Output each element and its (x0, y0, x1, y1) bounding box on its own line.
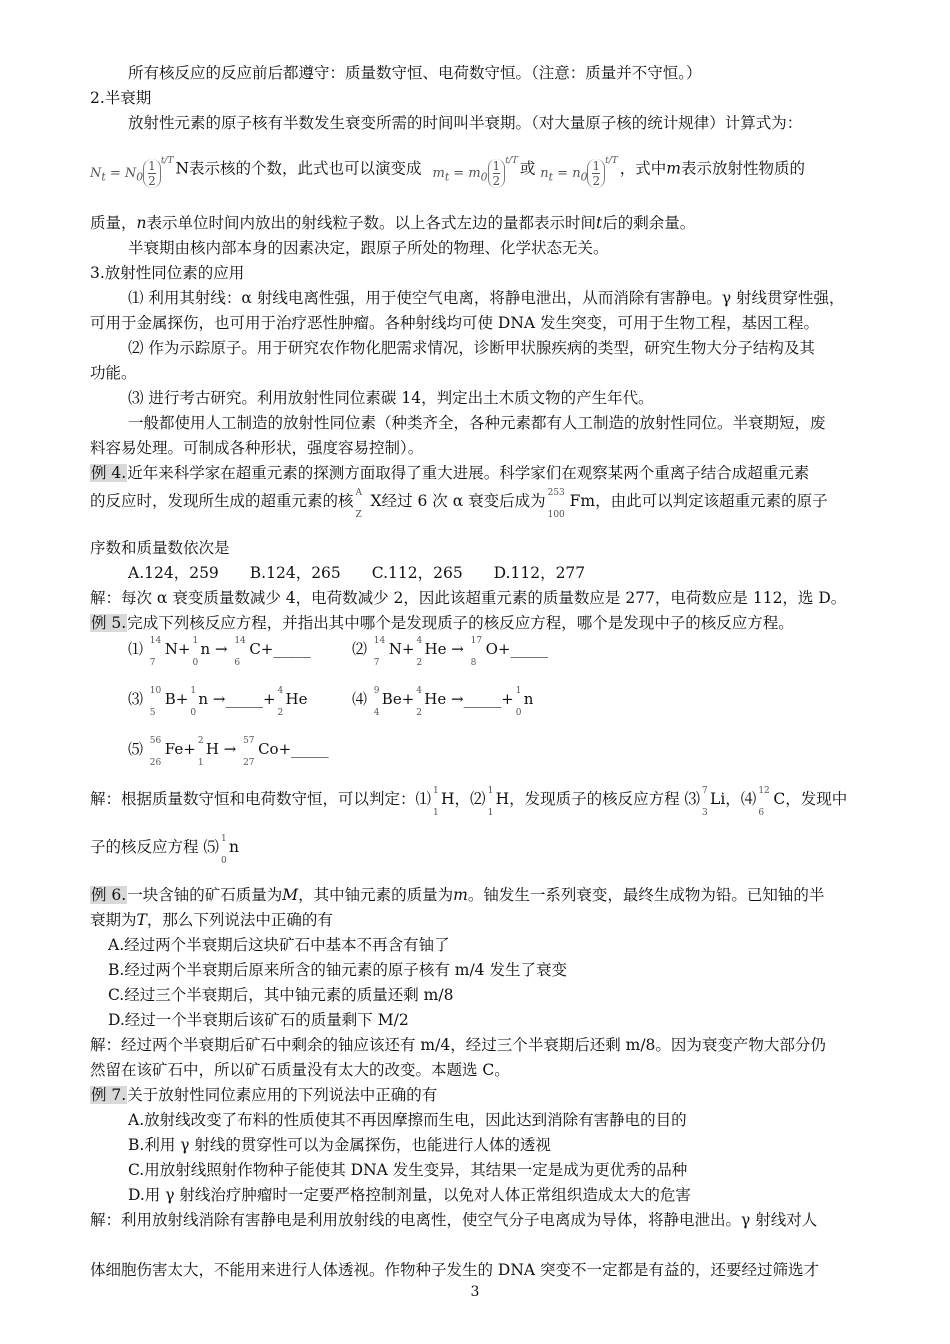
example-6-question-cont: 衰期为T，那么下列说法中正确的有 (90, 911, 333, 929)
example-6-solution-cont: 然留在该矿石中，所以矿石质量没有太大的改变。本题选 C。 (90, 1061, 510, 1079)
reaction-5: ⑸ 56 26 Fe+ 2 1 H → 57 27 Co+_____ (128, 736, 329, 768)
example-7-question: 例 7.关于放射性同位素应用的下列说法中正确的有 (91, 1086, 438, 1104)
example-label: 例 5. (91, 614, 127, 632)
para-artificial: 一般都使用人工制造的放射性同位素（种类齐全，各种元素都有人工制造的放射性同位。半衰期短，废 (128, 414, 826, 432)
example-6-solution: 解：经过两个半衰期后矿石中剩余的铀应该还有 m/4，经过三个半衰期后还剩 m/8。因为衰变产物大部分仍 (90, 1036, 826, 1054)
example-6-option-c: C.经过三个半衰期后，其中铀元素的质量还剩 m/8 (108, 986, 454, 1004)
para-artificial-cont: 料容易处理。可制成各种形状，强度容易控制）。 (90, 439, 424, 457)
example-7-solution: 解：利用放射线消除有害静电是利用放射线的电离性，使空气分子电离成为导体，将静电泄出。γ 射线对人 (90, 1211, 818, 1229)
example-label: 例 4. (91, 464, 127, 482)
para-app-1: ⑴ 利用其射线：α 射线电离性强，用于使空气电离，将静电泄出，从而消除有害静电。γ 射线贯穿性强， (128, 289, 845, 307)
formula-nt: $N_t = N_0$ $\frac{1}{2}$ $^{t/T}$ (90, 156, 174, 188)
example-4-question-end: 序数和质量数依次是 (90, 539, 230, 557)
para-app-3: ⑶ 进行考古研究。利用放射性同位素碳 14，判定出土木质文物的产生年代。 (128, 389, 654, 407)
formula-nt-rate: $n_t = n_0$ $\frac{1}{2}$ $^{t/T}$ (540, 156, 618, 188)
para-half-life-formulas: $N_t = N_0$ $\frac{1}{2}$ $^{t/T}$ N表示核的个数，此式也可以演变成 $m_t = m_0$ $\frac{1}{2}$ $^{t/T}$ 或 $n_t = n_0$ $\frac{1}{2}$ $^{t/T}$ ，式中m表示放射性物质的 (90, 150, 860, 189)
example-7-option-c: C.用放射线照射作物种子能使其 DNA 发生变异，其结果一定是成为更优秀的品种 (128, 1161, 688, 1179)
para-half-life-def: 放射性元素的原子核有半数发生衰变所需的时间叫半衰期。（对大量原子核的统计规律）计算式为： (128, 114, 803, 132)
example-5-solution-cont: 子的核反应方程 ⑸ 1 0 n (90, 834, 239, 866)
reaction-3: ⑶ 10 5 B+ 1 0 n →_____+ 4 2 He (128, 686, 308, 718)
example-4-question: 例 4.近年来科学家在超重元素的探测方面取得了重大进展。科学家们在观察某两个重离子结合成超重元素 (91, 464, 810, 482)
example-5-solution: 解：根据质量数守恒和电荷数守恒，可以判定：⑴ 1 1 H，⑵ 1 1 H，发现质子的核反应方程 ⑶ 7 3 Li，⑷ 12 6 C，发现中 (90, 786, 848, 818)
para-half-life-factors: 半衰期由核内部本身的因素决定，跟原子所处的物理、化学状态无关。 (128, 239, 609, 257)
reaction-4: ⑷ 9 4 Be+ 4 2 He →_____+ 1 0 n (352, 686, 534, 718)
para-app-2-cont: 功能。 (90, 364, 137, 382)
example-7-solution-cont: 体细胞伤害太大，不能用来进行人体透视。作物种子发生的 DNA 突变不一定都是有益的，还要经过筛选才 (90, 1261, 820, 1279)
example-6-option-d: D.经过一个半衰期后该矿石的质量剩下 M/2 (108, 1011, 409, 1029)
example-7-option-b: B.利用 γ 射线的贯穿性可以为金属探伤，也能进行人体的透视 (128, 1136, 551, 1154)
nuclide-fm: 253 100 Fm (547, 488, 596, 520)
formula-mt: $m_t = m_0$ $\frac{1}{2}$ $^{t/T}$ (432, 156, 518, 188)
heading-half-life: 2.半衰期 (90, 89, 152, 107)
para-app-1-cont: 可用于金属探伤，也可用于治疗恶性肿瘤。各种射线均可使 DNA 发生突变，可用于生物工程，基因工程。 (90, 314, 820, 332)
example-7-option-a: A.放射线改变了布料的性质使其不再因摩擦而生电，因此达到消除有害静电的目的 (128, 1111, 687, 1129)
example-6-option-b: B.经过两个半衰期后原来所含的铀元素的原子核有 m/4 发生了衰变 (108, 961, 567, 979)
example-4-options: A.124，259 B.124，265 C.112，265 D.112，277 (128, 564, 586, 582)
example-label: 例 7. (91, 1086, 127, 1104)
para-mass-note: 质量，n表示单位时间内放出的射线粒子数。以上各式左边的量都表示时间t后的剩余量。 (90, 214, 696, 232)
example-4-question-cont: 的反应时，发现所生成的超重元素的核 A Z X经过 6 次 α 衰变后成为 253 100 Fm，由此可以判定该超重元素的原子 (90, 488, 828, 520)
nuclide-x: A Z X (355, 488, 382, 520)
reaction-2: ⑵ 14 7 N+ 4 2 He → 17 8 O+_____ (352, 636, 548, 668)
para-conservation: 所有核反应的反应前后都遵守：质量数守恒、电荷数守恒。（注意：质量并不守恒。） (128, 64, 702, 82)
reaction-1: ⑴ 14 7 N+ 1 0 n → 14 6 C+_____ (128, 636, 311, 668)
example-7-option-d: D.用 γ 射线治疗肿瘤时一定要严格控制剂量，以免对人体正常组织造成太大的危害 (128, 1186, 691, 1204)
fraction: $\frac{1}{2}$ (587, 159, 605, 188)
example-5-question: 例 5.完成下列核反应方程，并指出其中哪个是发现质子的核反应方程，哪个是发现中子的核反应方程。 (91, 614, 794, 632)
heading-applications: 3.放射性同位素的应用 (90, 264, 245, 282)
fraction: $\frac{1}{2}$ (488, 159, 506, 188)
example-6-question: 例 6.一块含铀的矿石质量为M，其中铀元素的质量为m。铀发生一系列衰变，最终生成物为铅。已知铀的半 (91, 886, 825, 904)
example-label: 例 6. (91, 886, 127, 904)
example-4-solution: 解：每次 α 衰变质量数减少 4，电荷数减少 2，因此该超重元素的质量数应是 277，电荷数应是 112，选 D。 (90, 589, 847, 607)
example-6-option-a: A.经过两个半衰期后这块矿石中基本不再含有铀了 (108, 936, 450, 954)
para-app-2: ⑵ 作为示踪原子。用于研究农作物化肥需求情况，诊断甲状腺疾病的类型，研究生物大分子结构及其 (128, 339, 815, 357)
fraction: $\frac{1}{2}$ (143, 159, 161, 188)
page-number: 3 (470, 1284, 480, 1300)
